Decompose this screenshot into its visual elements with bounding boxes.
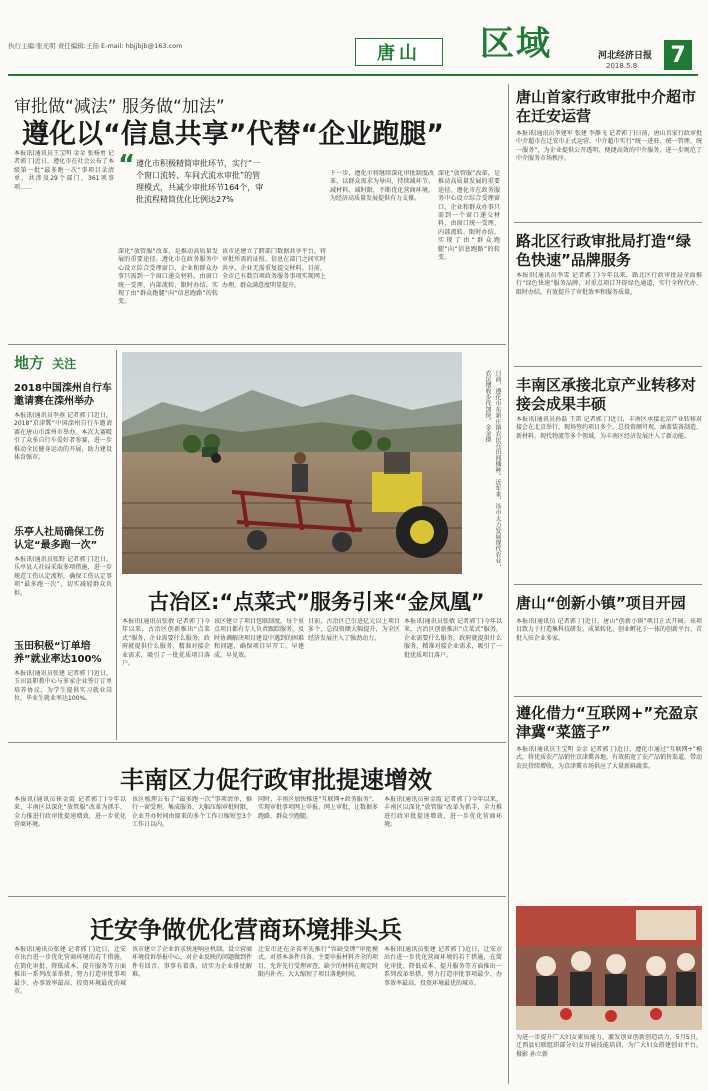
right-story2-title: 路北区行政审批局打造“绿色快速”品牌服务 <box>516 232 691 269</box>
section-badge <box>355 38 443 66</box>
local-label-b: 关注 <box>52 357 77 371</box>
divider-r1 <box>514 222 702 223</box>
fengnan-headline: 丰南区力促行政审批提速增效 <box>120 766 432 794</box>
qian-col2: 该市建立了企业诉求快速响应机制，设立营商环境投诉举报中心，对企业反映的问题做到件件有回音、事事有着落，切实为企业排忧解难。 <box>132 946 252 979</box>
right-story1-body: 本报讯(通讯员李建军 张建 李静飞 记者郭丁)日前，唐山首家行政审批中介超市在迁安市正式运营。中介超市实行“统一进驻、统一管理、统一服务”，为企业提供公开透明、便捷高效的中介服务，进一步规范了中介服务市场秩序。 <box>516 130 702 163</box>
page-number: 7 <box>664 40 692 70</box>
lead-pullquote-box <box>118 150 268 224</box>
divider-r4 <box>514 696 702 697</box>
divider-fengnan <box>8 896 506 897</box>
right-story3-body: 本报讯(通讯员孙磊 王雷 记者郭丁)近日，丰南区承接北京产业转移对接会在北京举行，现场签约项目多个，总投资额可观，涵盖装备制造、新材料、现代物流等多个领域，为丰南区经济发展注入了新动能。 <box>516 416 702 440</box>
lead-body-col5: 深化“放管服”改革，是推动高质量发展的重要途径。遵化市在政务服务中心设立综合受理窗口，企业和群众办事只需到一个窗口递交材料，由窗口统一受理、内部流转、限时办结，实现了由“群众跑腿”向“信息跑路”的转变。 <box>438 170 500 262</box>
qian-col3: 迁安市还在全省率先推行“容缺受理”审批模式，对基本条件具备、主要申报材料齐全的项目，允许先行受理审查，缺少的材料在规定时限内补齐，大大缩短了项目落地时间。 <box>258 946 378 979</box>
photo-caption: 日前，遵化市东新庄镇农民在田间播种。近年来，该市大力发展现代农业，农民增收步伐加快。金金摄 <box>484 370 501 570</box>
training-photo-caption: 为进一步提升广大妇女素质能力，激发创业创新创造活力，5月5日，迁西县妇联组织部分妇女开展技能培训，为广大妇女搭建创业平台。 摄影 孙立新 <box>516 1034 702 1058</box>
lead-byline: 本报讯(通讯员王宝明 金金 张杨勇 记者郭丁)近日，遵化市在社会公布了本级第一批“最多跑一次”事项目录清单，共涉及29个部门、361项事项…… <box>14 150 114 191</box>
editor-credits: 执行主编:张光明 责任编辑:王扬 E-mail: hbjjbjb@163.com <box>8 42 183 50</box>
gucheng-col1: 本报讯(通讯员张敬 记者郭丁)今年以来，古冶区创新推出“点菜式”服务，企业需要什么服务，政府就提供什么服务，精准对接企业需求，吸引了一批优质项目落户。 <box>122 618 210 668</box>
divider-gucheng <box>8 742 506 743</box>
divider-r2 <box>514 366 702 367</box>
right-story4-title: 唐山“创新小镇”项目开园 <box>516 594 686 612</box>
local-story1-body: 本报讯(通讯员李燕 记者郭丁)近日，2018“京津冀”中国滦州自行车邀请赛在唐山市滦州市举办。本次大赛吸引了众多自行车爱好者参赛，进一步推动全民健身运动的开展，助力建设体育强市。 <box>14 412 112 462</box>
column-name: 区域 <box>480 24 552 64</box>
local-story3-title: 玉田积极“订单培养”就业率达100% <box>14 641 102 665</box>
fengnan-col3: 同时，丰南区加快推进“互联网+政务服务”，实现审批事项网上申报、网上审批，让数据多跑路、群众少跑腿。 <box>258 796 378 820</box>
column-logo <box>480 16 580 64</box>
lead-body-col2: 深化“放管服”改革，是推动高质量发展的重要途径。遵化市在政务服务中心设立综合受理窗口，企业和群众办事只需到一个窗口递交材料，由窗口统一受理、内部流转、限时办结，实现了由“群众跑腿”向“信息跑路”的转变。 <box>118 248 218 306</box>
right-story5-title: 遵化借力“互联网+”充盈京津冀“菜篮子” <box>516 704 699 741</box>
right-story5-body: 本报讯(通讯员王宝明 金金 记者郭丁)近日，遵化市通过“互联网+”模式，将优质农产品销往京津冀各地，有效拓宽了农产品销售渠道，带动农民持续增收，为京津冀市场供应了大量新鲜蔬菜。 <box>516 746 702 770</box>
divider-r3 <box>514 584 702 585</box>
qian-headline: 迁安争做优化营商环境排头兵 <box>90 916 402 944</box>
local-story3-body: 本报讯(通讯员张建 记者郭丁)近日，玉田县职教中心与多家企业签订订单培养协议，为学生提供实习就业岗位，毕业生就业率达100%。 <box>14 670 112 703</box>
local-story1-title: 2018中国滦州自行车邀请赛在滦州举办 <box>14 383 112 407</box>
gucheng-col3: 目前，古冶区已引进亿元以上项目多个，总投资额大幅提升，为全区经济发展注入了强劲动力。 <box>308 618 400 642</box>
section-title: 唐山 <box>377 43 421 64</box>
local-story2-title: 乐亭人社局确保工伤认定“最多跑一次” <box>14 527 104 551</box>
fengnan-col4: 本报讯(通讯员崔金霞 记者郭丁)今年以来，丰南区以深化“放管服”改革为抓手，全力推进行政审批提速增效，进一步优化营商环境。 <box>384 796 502 829</box>
masthead-rule <box>8 74 698 76</box>
lead-body-col3: 该市还建立了跨部门数据共享平台，将审批所需的证照、信息在部门之间实时共享，企业无需重复提交材料。目前，全市已有数百项政务服务事项实现网上办理，群众满意度明显提升。 <box>222 248 326 289</box>
fengnan-col1: 本报讯(通讯员崔金霞 记者郭丁)今年以来，丰南区以深化“放管服”改革为抓手，全力推进行政审批提速增效，进一步优化营商环境。 <box>14 796 126 829</box>
divider-lead <box>8 344 506 345</box>
gucheng-col4: 本报讯(通讯员张敬 记者郭丁)今年以来，古冶区创新推出“点菜式”服务，企业需要什么服务，政府就提供什么服务，精准对接企业需求，吸引了一批优质项目落户。 <box>404 618 502 659</box>
gucheng-headline: 古冶区:“点菜式”服务引来“金凤凰” <box>148 590 485 614</box>
divider-vertical-right <box>508 84 509 1084</box>
qian-col1: 本报讯(通讯员张建 记者郭丁)近日，迁安市出台进一步优化营商环境的若干措施，在简化审批、降低成本、提升服务等方面推出一系列改革举措，努力打造审批事项最少、办事效率最高、投资环境最优的城市。 <box>14 946 126 996</box>
farm-photo <box>122 352 462 574</box>
quote-mark-icon: “ <box>118 150 136 180</box>
fengnan-col2: 该区梳理公布了“最多跑一次”事项清单，推行一窗受理、集成服务，大幅压缩审批时限，企业开办时间由原来的多个工作日缩短至3个工作日以内。 <box>132 796 252 829</box>
divider-local <box>116 350 117 740</box>
lead-headline: 遵化以“信息共享”代替“企业跑腿” <box>22 119 444 150</box>
lead-body-col4: 下一步，遵化市将继续深化审批制度改革，以群众需求为导向，持续减环节、减材料、减时限，不断优化营商环境，为经济高质量发展提供有力支撑。 <box>330 170 434 203</box>
masthead <box>0 0 708 80</box>
issue-date: 2018.5.8 <box>606 62 638 70</box>
lead-pullquote: 遵化市积极精简审批环节，实行“一个窗口流转、车间式流水审批”的管理模式，共减少审批环节164个，审批流程精简优化比例达27% <box>136 159 264 204</box>
local-label <box>14 352 114 370</box>
local-label-a: 地方 <box>14 354 45 372</box>
local-story2-body: 本报讯(通讯员张野 记者郭丁)近日，乐亭县人社局采取多项措施，进一步规范工伤认定流程，确保工伤认定事项“最多跑一次”，切实减轻群众负担。 <box>14 556 112 597</box>
right-story1-title: 唐山首家行政审批中介超市在迁安运营 <box>516 88 697 125</box>
paper-name: 河北经济日报 <box>598 51 653 61</box>
right-story4-body: 本报讯(通讯员 记者郭丁)近日，唐山“创新小镇”项目正式开园。该项目致力于打造集科技研发、成果转化、创业孵化于一体的创新平台，首批入驻企业多家。 <box>516 618 702 642</box>
lead-kicker: 审批做“减法” 服务做“加法” <box>14 97 225 117</box>
gucheng-col2: 该区建立了项目包联制度，每个重点项目都有专人负责跟踪服务，及时协调解决项目建设中遇到的困难和问题，确保项目早开工、早建成、早见效。 <box>214 618 304 659</box>
right-story2-body: 本报讯(通讯员李雪 记者郭丁)今年以来，路北区行政审批局全面推行“绿色快速”服务品牌，对重点项目开辟绿色通道，实行全程代办、限时办结，有效提升了审批效率和服务质量。 <box>516 272 702 296</box>
training-photo <box>516 906 702 1030</box>
qian-col4: 本报讯(通讯员张建 记者郭丁)近日，迁安市出台进一步优化营商环境的若干措施，在简化审批、降低成本、提升服务等方面推出一系列改革举措，努力打造审批事项最少、办事效率最高、投资环境最优的城市。 <box>384 946 502 987</box>
right-story3-title: 丰南区承接北京产业转移对接会成果丰硕 <box>516 376 697 413</box>
